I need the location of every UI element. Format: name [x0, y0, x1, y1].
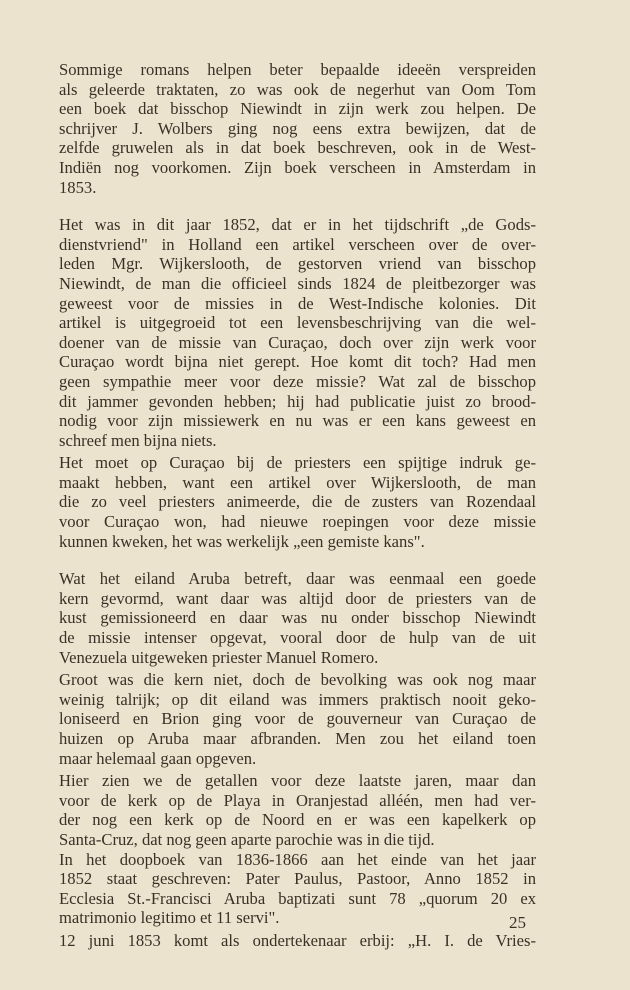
text-line: voor Curaçao won, had nieuwe roepingen voor deze missie: [59, 512, 536, 532]
text-line: een boek dat bisschop Niewindt in zijn werk zou helpen. De: [59, 99, 536, 119]
page-number: 25: [509, 913, 526, 932]
text-line: matrimonio legitimo et 11 servi".: [59, 908, 280, 928]
text-line: nodig voor zijn missiewerk en nu was er een kans geweest en: [59, 411, 536, 431]
text-line: weinig talrijk; op dit eiland was immers praktisch nooit geko-: [59, 689, 536, 709]
text-line: de missie intenser opgevat, vooral door de hulp van de uit: [59, 628, 536, 648]
text-line: Het moet op Curaçao bij de priesters een spijtige indruk ge-: [59, 453, 536, 473]
text-line: Curaçao wordt bijna niet gerept. Hoe komt dit toch? Had men: [59, 352, 536, 372]
paragraph-3: [59, 453, 536, 551]
paragraph-4: [59, 569, 536, 667]
text-line: dienstvriend" in Holland een artikel verscheen over de over-: [59, 234, 536, 254]
text-line: schreef men bijna niets.: [59, 430, 217, 450]
text-line: voor de kerk op de Playa in Oranjestad alléén, men had ver-: [59, 790, 536, 810]
text-line: Groot was die kern niet, doch de bevolking was ook nog maar: [59, 670, 536, 690]
text-line: kust gemissioneerd en daar was nu onder bisschop Niewindt: [59, 608, 536, 628]
paragraph-8: [59, 931, 536, 951]
text-line: Venezuela uitgeweken priester Manuel Romero.: [59, 647, 379, 667]
text-line: Sommige romans helpen beter bepaalde ideeën verspreiden: [59, 60, 536, 79]
text-line: kunnen kweken, het was werkelijk „een gemiste kans".: [59, 531, 425, 551]
body-text: [59, 60, 536, 951]
text-line: schrijver J. Wolbers ging nog eens extra bewijzen, dat de: [59, 118, 536, 138]
paragraph-1: [59, 60, 536, 197]
text-line: artikel is uitgegroeid tot een levensbeschrijving van die wel-: [59, 313, 536, 333]
text-line: geweest voor de missies in de West-Indische kolonies. Dit: [59, 293, 536, 313]
paragraph-2: [59, 215, 536, 450]
text-line: 1852 staat geschreven: Pater Paulus, Pastoor, Anno 1852 in: [59, 869, 536, 889]
text-line: In het doopboek van 1836-1866 aan het einde van het jaar: [59, 849, 536, 869]
text-line: maakt hebben, want een artikel over Wijkerslooth, de man: [59, 472, 536, 492]
paragraph-6: [59, 771, 536, 849]
text-line: geen sympathie meer voor deze missie? Wat zal de bisschop: [59, 371, 536, 391]
text-line: als geleerde traktaten, zo was ook de negerhut van Oom Tom: [59, 79, 536, 99]
text-line: Het was in dit jaar 1852, dat er in het tijdschrift „de Gods-: [59, 215, 536, 235]
paragraph-5: [59, 670, 536, 768]
text-line: der nog een kerk op de Noord en er was een kapelkerk op: [59, 810, 536, 830]
text-line: die zo veel priesters animeerde, die de zusters van Rozendaal: [59, 492, 536, 512]
text-line: zelfde gruwelen als in dat boek beschreven, ook in de West-: [59, 138, 536, 158]
text-line: maar helemaal gaan opgeven.: [59, 748, 257, 768]
text-line: Hier zien we de getallen voor deze laatste jaren, maar dan: [59, 771, 536, 791]
text-line: Indiën nog voorkomen. Zijn boek verscheen in Amsterdam in: [59, 157, 536, 177]
text-line: Ecclesia St.-Francisci Aruba baptizati sunt 78 „quorum 20 ex: [59, 888, 536, 908]
text-line: doener van de missie van Curaçao, doch over zijn werk voor: [59, 332, 536, 352]
text-line: dit jammer gevonden hebben; hij had publicatie juist zo brood-: [59, 391, 536, 411]
text-line: Santa-Cruz, dat nog geen aparte parochie was in die tijd.: [59, 829, 435, 849]
paragraph-7: [59, 850, 536, 928]
text-line: 1853.: [59, 177, 97, 197]
text-line: Wat het eiland Aruba betreft, daar was eenmaal een goede: [59, 569, 536, 589]
text-line: huizen op Aruba maar afbranden. Men zou het eiland toen: [59, 729, 536, 748]
text-line: leden Mgr. Wijkerslooth, de gestorven vriend van bisschop: [59, 254, 536, 274]
text-line: Niewindt, de man die officieel sinds 1824 de pleitbezorger was: [59, 273, 536, 293]
text-line: 12 juni 1853 komt als ondertekenaar erbij: „H. I. de Vries-: [59, 930, 536, 950]
text-line: loniseerd en Brion ging voor de gouverneur van Curaçao de: [59, 709, 536, 729]
text-line: kern gevormd, want daar was altijd door de priesters van de: [59, 588, 536, 608]
